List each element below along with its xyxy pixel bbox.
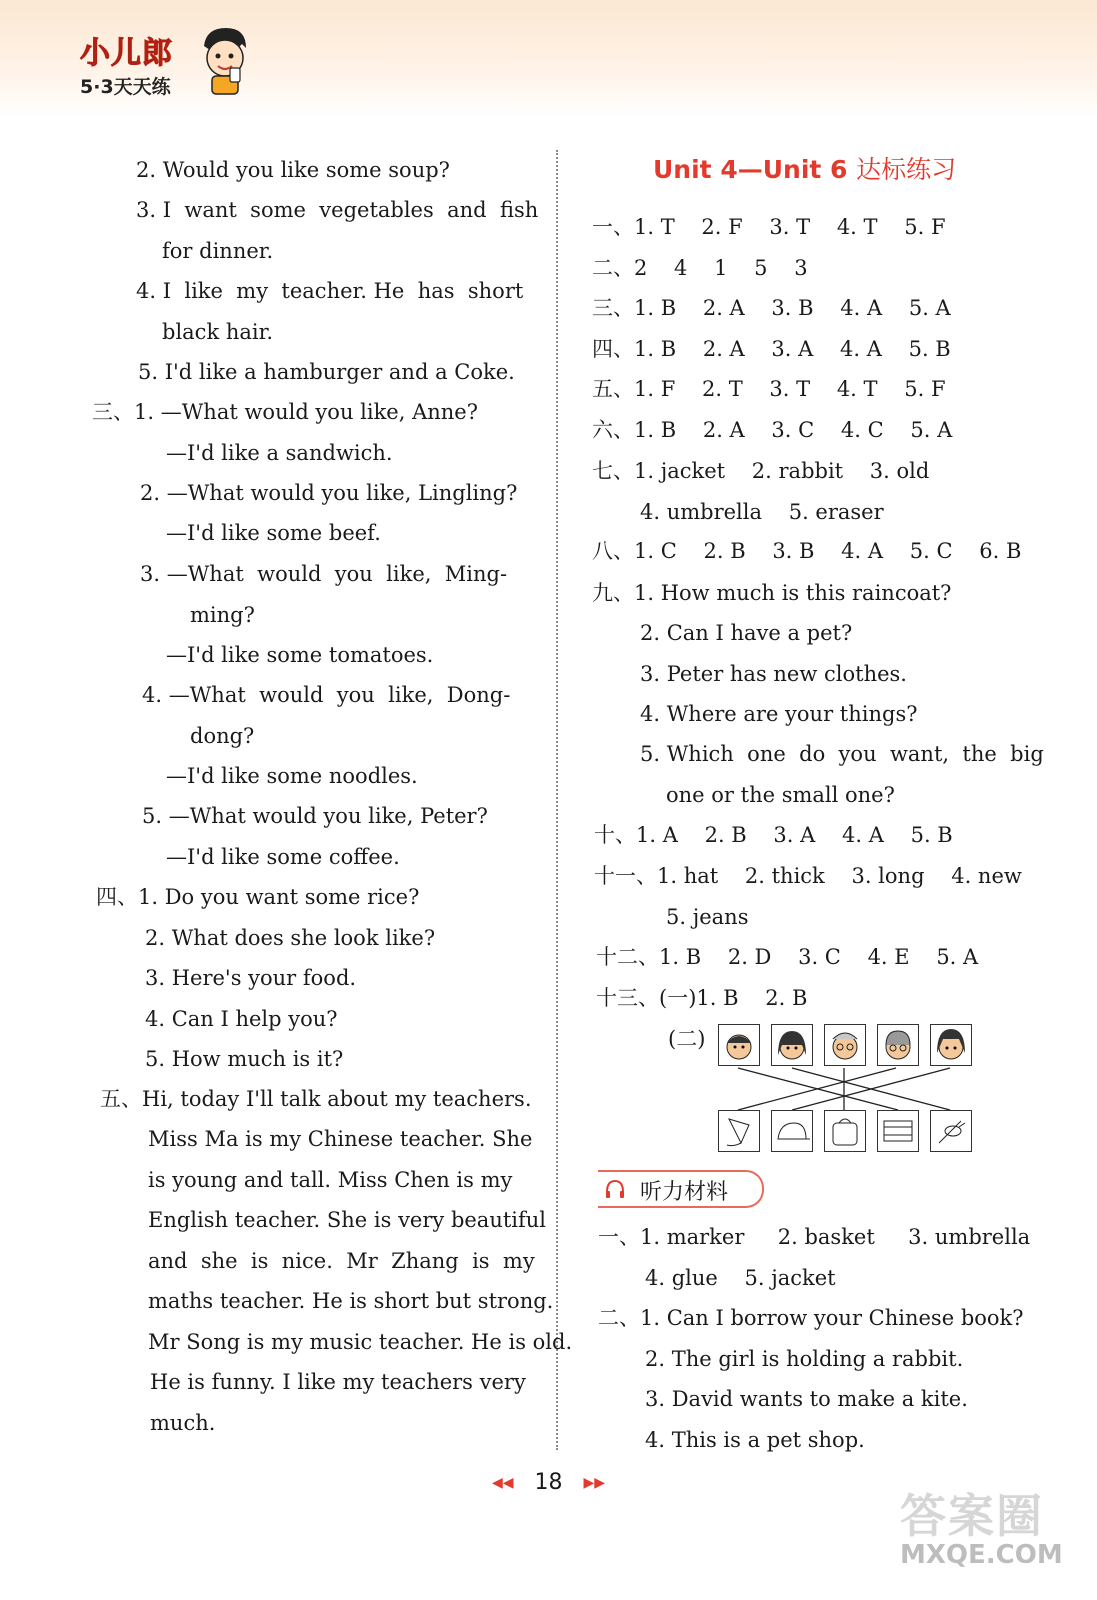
face-woman-icon <box>930 1024 972 1066</box>
text-line: —I'd like some noodles. <box>166 764 418 788</box>
listening-line: 4. glue 5. jacket <box>645 1266 836 1290</box>
answer-line: 2. Can I have a pet? <box>640 621 853 645</box>
section-title-units: Unit 4—Unit 6 <box>653 155 848 184</box>
answer-line: 七、1. jacket 2. rabbit 3. old <box>592 459 930 483</box>
section-title <box>653 150 956 186</box>
series-name: 5·3天天练 <box>80 76 171 98</box>
answer-line: 十三、(一)1. B 2. B <box>596 986 808 1010</box>
listening-material-label: 听力材料 <box>640 1180 729 1205</box>
text-line: 4. Can I help you? <box>145 1007 338 1031</box>
listening-line: 一、1. marker 2. basket 3. umbrella <box>598 1225 1031 1249</box>
text-line: 5. I'd like a hamburger and a Coke. <box>138 360 515 384</box>
text-line: black hair. <box>162 320 274 344</box>
page-number: 18 <box>534 1470 563 1495</box>
answer-line: 一、1. T 2. F 3. T 4. T 5. F <box>592 215 946 239</box>
answer-line: (二) <box>668 1027 706 1051</box>
text-line: maths teacher. He is short but strong. <box>148 1289 554 1313</box>
text-line: 三、1. —What would you like, Anne? <box>92 400 478 424</box>
answer-line: 五、1. F 2. T 3. T 4. T 5. F <box>592 377 946 401</box>
cap-icon <box>771 1110 813 1152</box>
face-girl-icon <box>771 1024 813 1066</box>
text-line: 四、1. Do you want some rice? <box>96 885 420 909</box>
text-line: 2. —What would you like, Lingling? <box>140 481 518 505</box>
bird-icon <box>930 1110 972 1152</box>
text-line: —I'd like some beef. <box>166 521 381 545</box>
answer-line: 八、1. C 2. B 3. B 4. A 5. C 6. B <box>592 539 1022 563</box>
text-line: —I'd like some tomatoes. <box>166 643 434 667</box>
text-line: 5. How much is it? <box>145 1047 344 1071</box>
answer-line: 二、2 4 1 5 3 <box>592 256 808 280</box>
text-line: ming? <box>190 603 255 627</box>
text-line: English teacher. She is very beautiful <box>148 1208 547 1232</box>
text-line: 3. I want some vegetables and fish <box>136 198 539 222</box>
headphones-icon <box>604 1178 626 1200</box>
text-line: Miss Ma is my Chinese teacher. She <box>148 1127 533 1151</box>
column-divider <box>556 150 558 1450</box>
text-line: dong? <box>190 724 255 748</box>
text-line: 4. —What would you like, Dong- <box>142 683 511 707</box>
answer-line: one or the small one? <box>666 783 895 807</box>
brand-name: 小儿郎 <box>80 36 173 71</box>
face-grandpa-icon <box>824 1024 866 1066</box>
answer-line: 九、1. How much is this raincoat? <box>592 581 952 605</box>
listening-line: 2. The girl is holding a rabbit. <box>645 1347 964 1371</box>
kite-icon <box>718 1110 760 1152</box>
text-line: is young and tall. Miss Chen is my <box>148 1168 513 1192</box>
text-line: Mr Song is my music teacher. He is old. <box>148 1330 573 1354</box>
book-icon <box>877 1110 919 1152</box>
answer-line: 十、1. A 2. B 3. A 4. A 5. B <box>594 823 953 847</box>
section-title-suffix: 达标练习 <box>856 155 957 184</box>
listening-line: 4. This is a pet shop. <box>645 1428 865 1452</box>
answer-line: 四、1. B 2. A 3. A 4. A 5. B <box>592 337 951 361</box>
schoolbag-icon <box>824 1110 866 1152</box>
text-line: 2. What does she look like? <box>145 926 436 950</box>
text-line: 五、Hi, today I'll talk about my teachers. <box>100 1087 532 1111</box>
text-line: He is funny. I like my teachers very <box>150 1370 526 1394</box>
watermark-text: 答案圈 <box>900 1489 1044 1543</box>
answer-line: 4. umbrella 5. eraser <box>640 500 884 524</box>
text-line: 3. Here's your food. <box>145 966 357 990</box>
text-line: much. <box>150 1411 216 1435</box>
watermark <box>900 1480 1063 1570</box>
text-line: 3. —What would you like, Ming- <box>140 562 508 586</box>
face-boy-icon <box>718 1024 760 1066</box>
text-line: for dinner. <box>162 239 274 263</box>
text-line: 5. —What would you like, Peter? <box>142 804 488 828</box>
text-line: 2. Would you like some soup? <box>136 158 450 182</box>
brand-logo <box>80 28 173 99</box>
listening-material-tag <box>598 1170 764 1208</box>
mascot-icon <box>196 24 252 96</box>
answer-line: 十二、1. B 2. D 3. C 4. E 5. A <box>596 945 979 969</box>
watermark-url: MXQE.COM <box>900 1540 1063 1570</box>
answer-line: 5. Which one do you want, the big <box>640 742 1044 766</box>
answer-line: 十一、1. hat 2. thick 3. long 4. new <box>594 864 1022 888</box>
answer-line: 3. Peter has new clothes. <box>640 662 907 686</box>
answer-line: 4. Where are your things? <box>640 702 918 726</box>
listening-line: 二、1. Can I borrow your Chinese book? <box>598 1306 1024 1330</box>
answer-line: 三、1. B 2. A 3. B 4. A 5. A <box>592 296 951 320</box>
answer-line: 六、1. B 2. A 3. C 4. C 5. A <box>592 418 953 442</box>
listening-line: 3. David wants to make a kite. <box>645 1387 968 1411</box>
face-grandma-icon <box>877 1024 919 1066</box>
answer-line: 5. jeans <box>666 905 749 929</box>
text-line: —I'd like a sandwich. <box>166 441 393 465</box>
text-line: 4. I like my teacher. He has short <box>136 279 524 303</box>
prev-arrows-icon: ◀◀ <box>491 1475 514 1491</box>
text-line: and she is nice. Mr Zhang is my <box>148 1249 535 1273</box>
text-line: —I'd like some coffee. <box>166 845 400 869</box>
next-arrows-icon: ▶▶ <box>583 1475 606 1491</box>
